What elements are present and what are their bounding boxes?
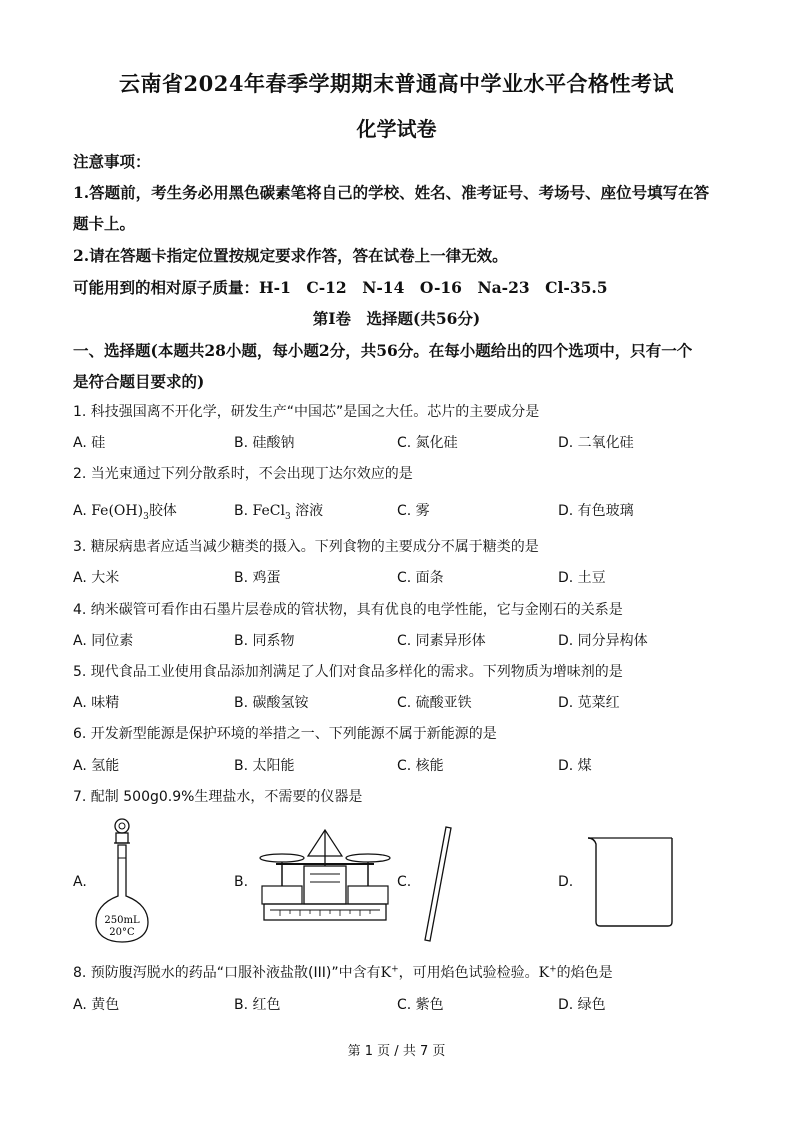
question-8-option-d[interactable]: D. 绿色	[558, 997, 606, 1013]
potassium-ion: K+	[380, 964, 399, 981]
notes-item-2: 2.请在答题卡指定位置按规定要求作答，答在试卷上一律无效。	[73, 246, 508, 265]
question-1-options	[0, 432, 793, 454]
question-7-option-d[interactable]: D.	[558, 874, 574, 890]
page-footer: 第 1 页 / 共 7 页	[347, 1044, 446, 1059]
question-7-option-a[interactable]: A.	[73, 874, 87, 890]
notes-item-1-line-1: 1.答题前，考生务必用黑色碳素笔将自己的学校、姓名、准考证号、考场号、座位号填写在答	[73, 183, 710, 202]
question-4-stem: 4. 纳米碳管可看作由石墨片层卷成的管状物，具有优良的电学性能，它与金刚石的关系是	[73, 602, 623, 618]
question-2-option-b-label: B.	[234, 503, 249, 519]
question-2-option-b-text: 溶液	[295, 503, 324, 519]
question-3-option-c[interactable]: C. 面条	[397, 570, 444, 586]
question-1-option-c[interactable]: C. 氮化硅	[397, 435, 458, 451]
atomic-masses: 可能用到的相对原子质量：H-1 C-12 N-14 O-16 Na-23 Cl-35.5	[73, 278, 608, 297]
question-4-option-a[interactable]: A. 同位素	[73, 633, 134, 649]
question-6-option-a[interactable]: A. 氢能	[73, 758, 120, 774]
question-5-option-a[interactable]: A. 味精	[73, 695, 120, 711]
question-8-stem: 8. 预防腹泻脱水的药品“口服补液盐散(III)”中含有K+，可用焰色试验检验。K+的焰色是	[73, 964, 613, 981]
question-1-option-d[interactable]: D. 二氧化硅	[558, 435, 634, 451]
question-8-option-c[interactable]: C. 紫色	[397, 997, 444, 1013]
question-5-option-c[interactable]: C. 硫酸亚铁	[397, 695, 472, 711]
question-5-option-b[interactable]: B. 碳酸氢铵	[234, 695, 309, 711]
question-6-stem: 6. 开发新型能源是保护环境的举措之一、下列能源不属于新能源的是	[73, 726, 497, 742]
iron-hydroxide-formula: $Fe(OH)_3$	[91, 503, 149, 522]
notes-heading: 注意事项：	[73, 152, 151, 171]
question-4-option-b[interactable]: B. 同系物	[234, 633, 295, 649]
question-6-option-d[interactable]: D. 煤	[558, 758, 592, 774]
balance-scale-icon[interactable]	[256, 826, 394, 924]
question-8-option-b[interactable]: B. 红色	[234, 997, 281, 1013]
question-1-option-a[interactable]: A. 硅	[73, 435, 106, 451]
question-3-options	[0, 567, 793, 589]
question-8-option-a[interactable]: A. 黄色	[73, 997, 120, 1013]
question-5-stem: 5. 现代食品工业使用食品添加剂满足了人们对食品多样化的需求。下列物质为增味剂的是	[73, 664, 623, 680]
question-3-option-a[interactable]: A. 大米	[73, 570, 120, 586]
question-6-options	[0, 755, 793, 777]
question-5-options	[0, 692, 793, 714]
question-4-option-d[interactable]: D. 同分异构体	[558, 633, 648, 649]
flask-temperature-label: 20°C	[109, 927, 135, 938]
question-2-option-d[interactable]: D. 有色玻璃	[558, 503, 634, 519]
question-4-options	[0, 630, 793, 652]
potassium-ion-2: K+	[538, 964, 557, 981]
question-2-option-a-text: 胶体	[148, 503, 177, 519]
question-8-options	[0, 994, 793, 1016]
question-5-option-d[interactable]: D. 苋菜红	[558, 695, 620, 711]
exam-title: 云南省2024年春季学期期末普通高中学业水平合格性考试	[119, 71, 674, 96]
question-7-option-b[interactable]: B.	[234, 874, 249, 890]
ferric-chloride-formula: FeCl$_3$	[252, 503, 291, 522]
question-2-options	[0, 500, 793, 522]
question-2-option-c[interactable]: C. 雾	[397, 503, 430, 519]
part1-heading-line-1: 一、选择题(本题共28小题，每小题2分，共56分。在每小题给出的四个选项中，只有一个	[73, 341, 693, 360]
flask-volume-label: 250mL	[104, 915, 140, 926]
question-7-stem: 7. 配制 500g0.9%生理盐水，不需要的仪器是	[73, 789, 363, 805]
part1-heading-line-2: 是符合题目要求的)	[73, 372, 205, 391]
question-6-option-c[interactable]: C. 核能	[397, 758, 444, 774]
volumetric-flask-icon[interactable]	[92, 818, 152, 944]
question-1-option-b[interactable]: B. 硅酸钠	[234, 435, 295, 451]
question-4-option-c[interactable]: C. 同素异形体	[397, 633, 486, 649]
question-3-option-b[interactable]: B. 鸡蛋	[234, 570, 281, 586]
volume-title: 第I卷 选择题(共56分)	[312, 309, 481, 328]
notes-item-1-line-2: 题卡上。	[73, 214, 136, 233]
question-2-option-b[interactable]	[234, 500, 323, 522]
question-2-stem: 2. 当光束通过下列分散系时，不会出现丁达尔效应的是	[73, 466, 413, 482]
question-2-option-a[interactable]	[73, 500, 177, 522]
question-1-stem: 1. 科技强国离不开化学，研发生产“中国芯”是国之大任。芯片的主要成分是	[73, 404, 540, 420]
question-6-option-b[interactable]: B. 太阳能	[234, 758, 295, 774]
exam-subtitle: 化学试卷	[356, 117, 437, 141]
beaker-icon[interactable]	[584, 834, 680, 928]
glass-rod-icon[interactable]	[418, 824, 458, 944]
question-3-stem: 3. 糖尿病患者应适当减少糖类的摄入。下列食物的主要成分不属于糖类的是	[73, 539, 539, 555]
question-2-option-a-label: A.	[73, 503, 87, 519]
question-3-option-d[interactable]: D. 土豆	[558, 570, 606, 586]
question-7-option-c[interactable]: C.	[397, 874, 412, 890]
